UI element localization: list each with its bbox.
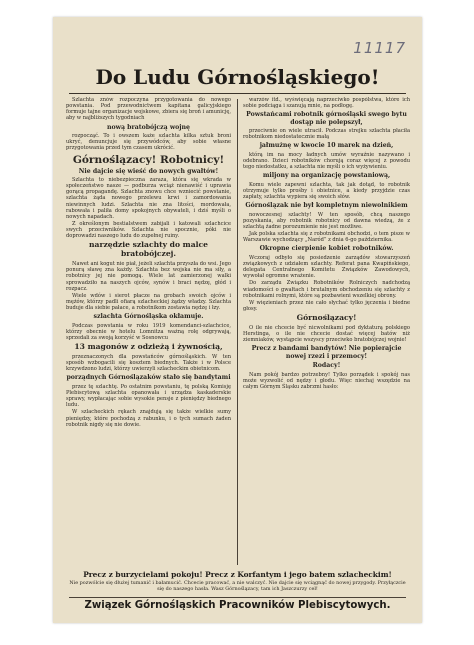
footer-slogan: Precz z burzycielami pokoju! Precz z Korfantym i jego batem szlacheckim! [83,570,392,579]
section-heading: Powstańcami robotnik górnośląski swego bytu dostąp nie polepszył, [246,111,407,126]
section-heading: Precz z bandami bandytów! Nie popierajcie nowej rzezi i przemocy! [251,345,402,360]
footer-signature: Związek Górnośląskich Pracowników Plebiscytowych. [84,600,391,611]
body-paragraph: W szlacheckich rękach znajdują się także wielkie sumy pieniędzy, które pochodzą z rabunku, i o tych sumach żaden robotnik nigdy się nie dowie. [66,409,231,428]
section-heading: jałmużnę w kwocie 10 marek na dzień, [259,142,394,150]
left-column [66,97,231,567]
body-paragraph: Podczas powstania w roku 1919 komendanci-szlachcice, którzy obecnie w hotelu Lomnitza ważną rolę odgrywają, sprzedali za swoją korzyść w Sosnowcu [66,322,231,342]
top-divider [69,93,406,94]
body-paragraph: Do zarządu Związku Robotników Rolniczych nadchodzą wiadomości o gwałtach i brutalnym obchodzeniu się szlachty z robotnikami rolnymi, które są pozbawieni wszelkiej obrony. [243,280,410,299]
footer-note: Nie pozwólcie się dłużej tumanić i bałamucić. Chcecie pracować, a nie walczyć. Nie dajcie się wciągnąć do nowej przygody. Przyłączcie się do naszego hasła. Wasz Górnoślązacy, tam ich Jaszczurzy cel! [69,580,406,592]
body-paragraph: W więzieniach przez nie cało słychać tylko jęczenia i biedne głosy. [243,299,410,313]
body-paragraph: przeznaczonych dla powstańców górnośląskich. W ten sposób wzbogacili się kosztem biednych. Także i w Polsce krzywdzono ludzi, którzy uwierzyli szlacheckim obietnicom. [66,353,231,373]
section-heading: Górnoślązacy! Robotnicy! [72,153,225,166]
body-paragraph: O ile nie chcecie być nicwolnikami pod dyktaturą polskiego Herstinga, o ile nie chcecie dostać więcej batów niż ziemniaków, wystąpcie wszyscy przeciwko bratobójczej wojnie! [243,324,410,344]
section-heading: 13 magonów z odzieżą i żywnością, [74,342,223,352]
body-paragraph: Nam pokój bardzo potrzebny! Tylko porządek i spokój nas może wyzwolić od nędzy i głodu. Więc niechaj wszędzie na całym Górnym Śląsku zabrzmi hasło: [243,371,410,390]
body-paragraph: rozpocząć. To i owszem każe szlachta kilka sztuk broni ukryć, denuncjuje się przywódców, aby sobie własne przygotowania przed tym czasem ukrócić. [66,133,231,152]
section-heading: Górnoślązacy! [296,313,357,323]
body-paragraph: Jak polska szlachta się z robotnikami obchodzi, o tem pisze w Warszawie wychodzący „Naród” z dnia 6-go października. [243,231,410,244]
body-paragraph: Z określonym bestialstwem zabijali i katowali szlachcice swych przeciwników. Szlachta nie spocznie, póki nie doprowadzi naszego ludu do zupełnej ruiny. [66,221,231,240]
body-paragraph: Wiele wdów i sierot płacze na grobach swoich ojców i mężów, którzy padli ofiarą szlacheckiej żądzy władzy. Szlachta buduje dla siebie pałace, a robotnikom zostawia nędzę i łzy. [66,292,231,312]
column-divider [237,99,238,565]
body-paragraph: nowoczesnej szlachty! W ten sposób, chcą naszego pozyskania, aby robotnik robotnicy od dawna wiedzą, że z szlachtą żadne porozumienie nie jest możliwe. [243,211,410,230]
handwritten-archive-number: 11117 [353,39,406,57]
section-heading: porządnych Górnoślązaków stało się bandytami [66,374,231,382]
section-heading: Rodacy! [312,362,341,370]
section-heading: nową bratobójczą wojnę [107,123,190,131]
poster-page [53,17,422,623]
section-heading: Górnoślązak nie był kompletnym niewolnikiem [245,202,408,210]
section-heading: szlachta Górnośląska okłamuje. [93,313,204,321]
body-paragraph: warzów itd., wyświęcają naprzeciwko pospólstwa, które ich sobie podciąga i szanują mnie, na podłogę. [243,97,410,110]
body-paragraph: którą im na mocy ładnych umów wyraźnie nazywano i odebrano. Dzieci robotników chorują coraz więcej z powodu tego niedostatku, a szlachta nie myśli o ich wyżywieniu. [243,151,410,171]
body-paragraph: przeciwnie on wiele utracił. Podczas strejku szlachta płaciła robotnikom niedostatecznie małą [243,128,410,141]
section-heading: Nie dajcie się wieść do nowych gwałtów! [78,167,219,175]
bottom-divider [69,597,406,598]
body-paragraph: Nawet ani kogut nie piał, jeżeli szlachta przyszła do wsi. Jego ponurą sławę zna każdy. Szlachta bez wojska nie ma siły, a robotnicy jej nie pomogą. Wiele lat zamierzonej walki sprowadziło na naszych ojców, synów i braci nędzę, głód i rozpacz. [66,261,231,292]
section-heading: Okropne cierpienie kobiet robotników. [259,245,394,253]
poster-title: Do Ludu Górnośląskiego! [95,65,380,89]
body-paragraph: Komu wiele zapewni szlachta, tak jak dotąd, to robotnik otrzymuje tylko prośby i obietnice, a kiedy przyjdzie czas zapłaty, szlachta wypiera się swoich słów. [243,181,410,201]
body-paragraph: przez tę szlachtę. Po ostatnim powstaniu, tę polską Komisję Plebiscytową szlachta opanowała i urządza kaskaderskie sprawy, wypłacając sobie wysokie pensje z pieniędzy biednego ludu. [66,383,231,409]
section-heading: miljony na organizację powstaniową, [262,172,391,180]
body-paragraph: Wczoraj odbyło się posiedzenie zarządów stowarzyszeń związkowych z udziałem szlachty. Referat pana Kwapińskiego, delegata Centralnego Komitetu Związków Zawodowych, wywołał ogromne wrażenie. [243,254,410,280]
body-paragraph: Szlachta to niebezpieczna zaraza, która się wkrada w społeczeństwo nasze — podburza wciąż nienawiść i uprawia gorącą propagandę. Szlachta znowu chce wzniecić powstanie, szlachta żąda nowego przelewu krwi i zamordowania niewinnych ludzi. Szlachta nie zna litości, mordowała, rabowała i paliła domy spokojnych obywateli, i dziś myśli o nowych napadach. [66,176,231,220]
right-column [243,97,410,567]
section-heading: narzędzie szlachty do malce bratobójczej. [89,240,208,259]
body-paragraph: Szlachta znów rozpoczyna przygotowania do nowego powstania. Pod przewodnictwem kapitana galicyjskiego formuje tajne organizacje wojskowe, zbiera się broń i amunicję, aby w najbliższych tygodniach [66,97,231,122]
